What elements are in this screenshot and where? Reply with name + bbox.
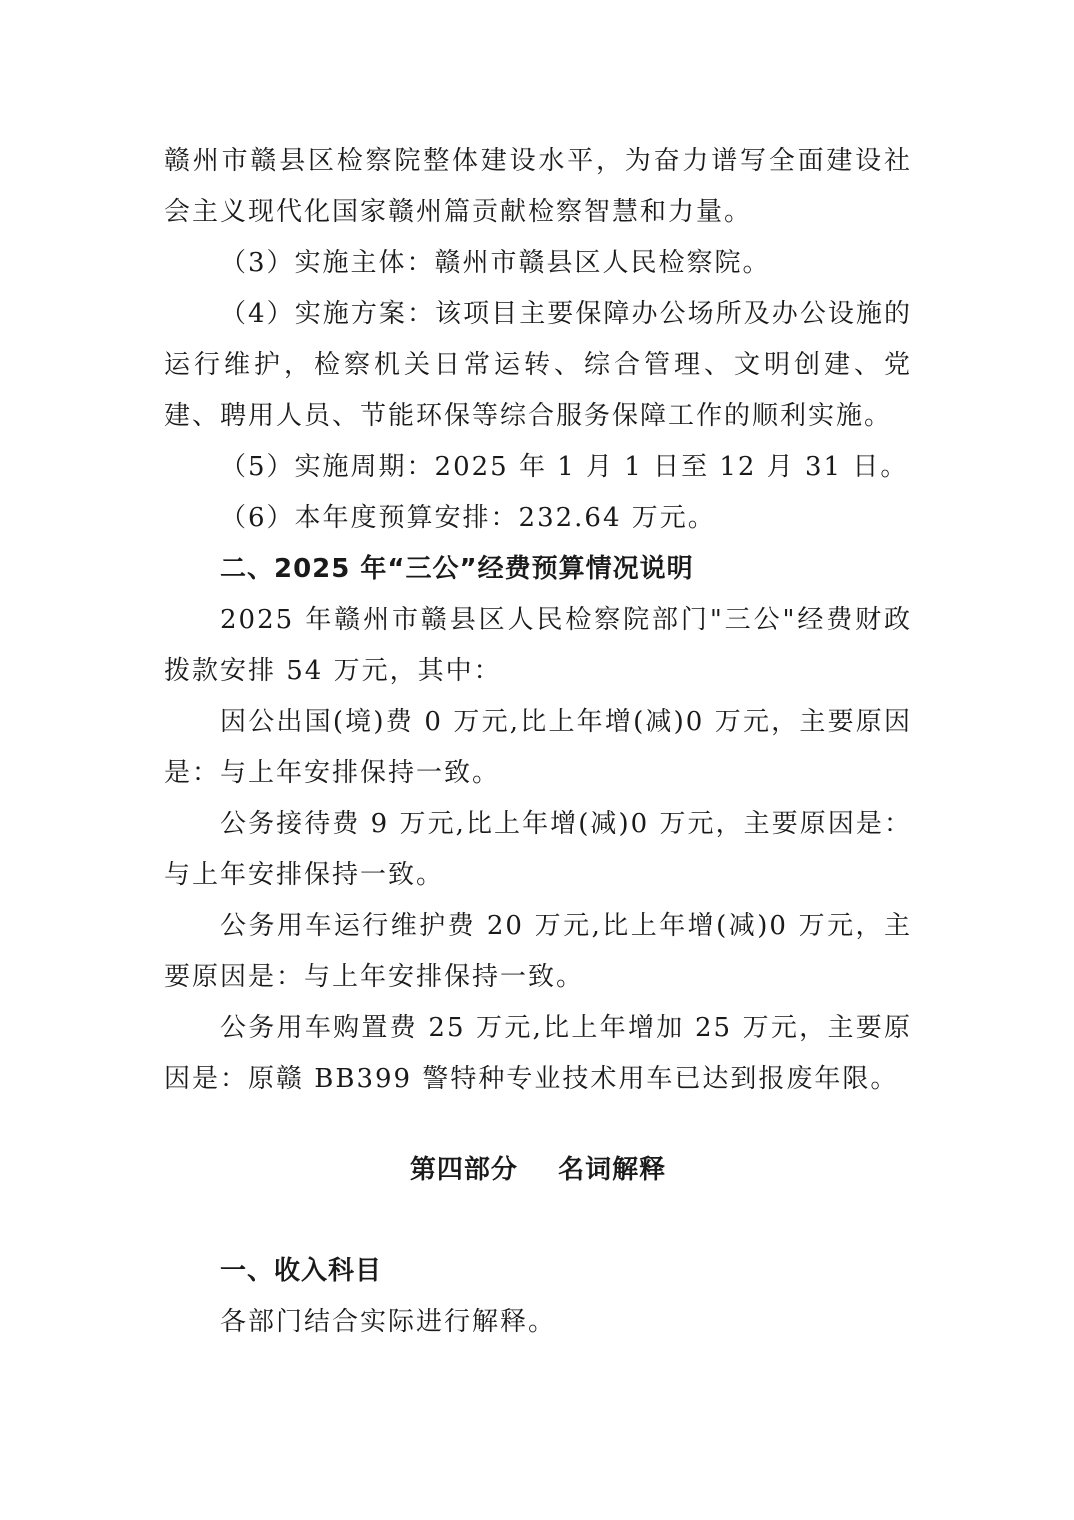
paragraph-three-public-intro: 2025 年赣州市赣县区人民检察院部门"三公"经费财政拨款安排 54 万元，其中： xyxy=(164,605,912,686)
paragraph-reception: 公务接待费 9 万元,比上年增(减)0 万元，主要原因是：与上年安排保持一致。 xyxy=(164,809,912,890)
paragraph-budget: （6）本年度预算安排：232.64 万元。 xyxy=(220,503,716,533)
paragraph-overseas-travel: 因公出国(境)费 0 万元,比上年增(减)0 万元，主要原因是：与上年安排保持一致。 xyxy=(164,707,912,788)
paragraph-continuation: 赣州市赣县区检察院整体建设水平，为奋力谱写全面建设社会主义现代化国家赣州篇贡献检察智慧和力量。 xyxy=(164,146,912,227)
paragraph-income-explanation: 各部门结合实际进行解释。 xyxy=(220,1307,557,1337)
part-four-title: 第四部分 名词解释 xyxy=(409,1155,667,1185)
paragraph-implementation-plan: （4）实施方案：该项目主要保障办公场所及办公设施的运行维护，检察机关日常运转、综合管理、文明创建、党建、聘用人员、节能环保等综合服务保障工作的顺利实施。 xyxy=(164,299,912,431)
section-heading-income: 一、收入科目 xyxy=(220,1256,383,1286)
document-page xyxy=(164,136,912,1348)
paragraph-implementing-body: （3）实施主体：赣州市赣县区人民检察院。 xyxy=(220,248,771,278)
paragraph-vehicle-maintenance: 公务用车运行维护费 20 万元,比上年增(减)0 万元，主要原因是：与上年安排保持一致。 xyxy=(164,911,912,992)
paragraph-vehicle-purchase: 公务用车购置费 25 万元,比上年增加 25 万元，主要原因是：原赣 BB399 警特种专业技术用车已达到报废年限。 xyxy=(164,1013,912,1094)
section-heading-three-public: 二、2025 年“三公”经费预算情况说明 xyxy=(220,554,694,584)
paragraph-implementation-period: （5）实施周期：2025 年 1 月 1 日至 12 月 31 日。 xyxy=(220,452,909,482)
